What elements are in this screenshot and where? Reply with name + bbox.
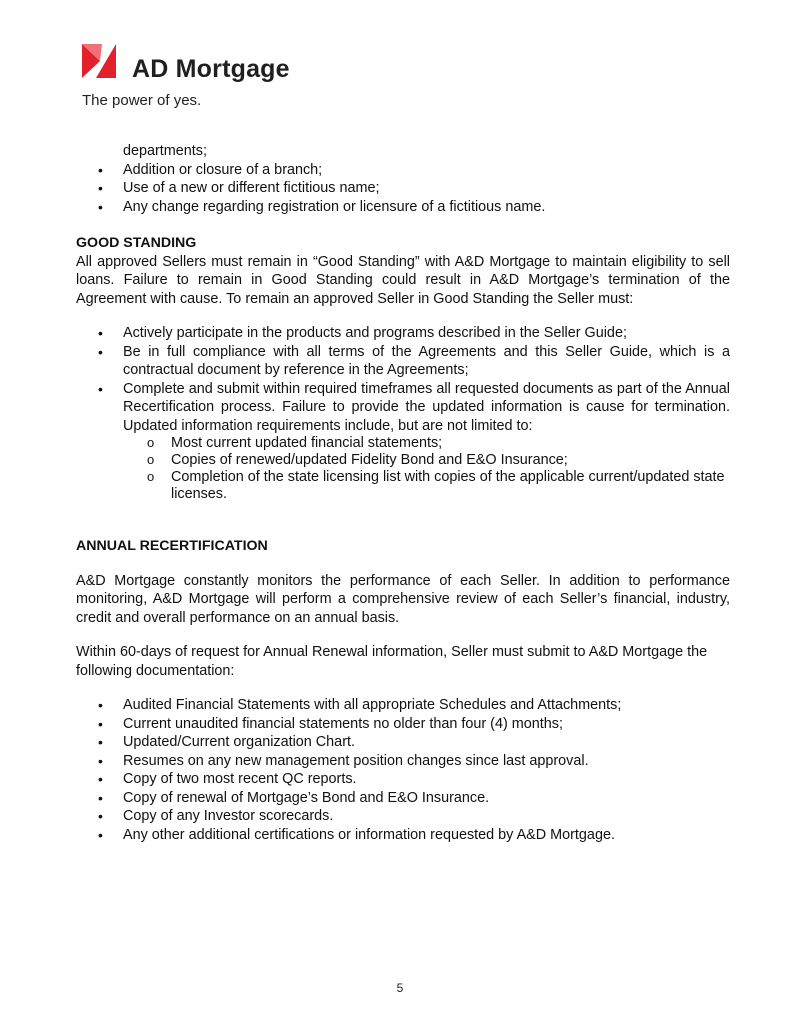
list-item: • Any other additional certifications or information requested by A&D Mortgage.: [76, 826, 730, 845]
list-item: • Be in full compliance with all terms of the Agreements and this Seller Guide, which is a contractual document by reference in the Agreements;: [76, 343, 730, 380]
list-item: • Copy of any Investor scorecards.: [76, 807, 730, 826]
list-item: • Audited Financial Statements with all appropriate Schedules and Attachments;: [76, 696, 730, 715]
good-standing-sub-list: [76, 435, 730, 503]
good-standing-paragraph: All approved Sellers must remain in “Good Standing” with A&D Mortgage to maintain eligibility to sell loans. Failure to remain in Good Standing could result in A&D Mortgage’s termination of the Agreement with cause. To remain an approved Seller in Good Standing the Seller must:: [76, 253, 730, 307]
list-item: • Actively participate in the products and programs described in the Seller Guide;: [76, 324, 730, 343]
list-continuation: departments;: [123, 143, 207, 159]
list-item: • Copy of two most recent QC reports.: [76, 770, 730, 789]
annual-recertification-heading: ANNUAL RECERTIFICATION: [76, 538, 268, 554]
annual-renewal-paragraph: Within 60-days of request for Annual Renewal information, Seller must submit to A&D Mortgage the following documentation:: [76, 644, 708, 679]
sub-list-item: o Copies of renewed/updated Fidelity Bond and E&O Insurance;: [76, 452, 730, 469]
list-item: • Copy of renewal of Mortgage’s Bond and E&O Insurance.: [76, 789, 730, 808]
page-number: 5: [396, 981, 404, 995]
list-item: • Addition or closure of a branch;: [76, 161, 730, 180]
sub-list-item: o Most current updated financial statements;: [76, 435, 730, 452]
intro-bullet-list: [76, 161, 730, 217]
good-standing-bullet-list: [76, 324, 730, 435]
annual-recertification-bullet-list: [76, 696, 730, 844]
sub-list-item: o Completion of the state licensing list with copies of the applicable current/updated state licenses.: [76, 469, 730, 503]
document-body: [76, 142, 730, 844]
good-standing-heading: GOOD STANDING: [76, 235, 197, 251]
list-item: • Complete and submit within required timeframes all requested documents as part of the Annual Recertification process. Failure to provide the updated information is cause for termination. Updated information requirements include, but are not limited to:: [76, 380, 730, 436]
list-item: • Updated/Current organization Chart.: [76, 733, 730, 752]
annual-recertification-paragraph: A&D Mortgage constantly monitors the performance of each Seller. In addition to performance monitoring, A&D Mortgage will perform a comprehensive review of each Seller’s financial, industry, credit and overall performance on an annual basis.: [76, 572, 730, 626]
company-logo: [82, 44, 322, 114]
list-item: • Resumes on any new management position changes since last approval.: [76, 752, 730, 771]
list-item: • Any change regarding registration or licensure of a fictitious name.: [76, 198, 730, 217]
list-item: • Current unaudited financial statements no older than four (4) months;: [76, 715, 730, 734]
brand-name: AD Mortgage: [132, 55, 290, 83]
logo-mark-icon: [82, 44, 118, 78]
tagline: The power of yes.: [82, 92, 202, 109]
list-item: • Use of a new or different fictitious name;: [76, 179, 730, 198]
